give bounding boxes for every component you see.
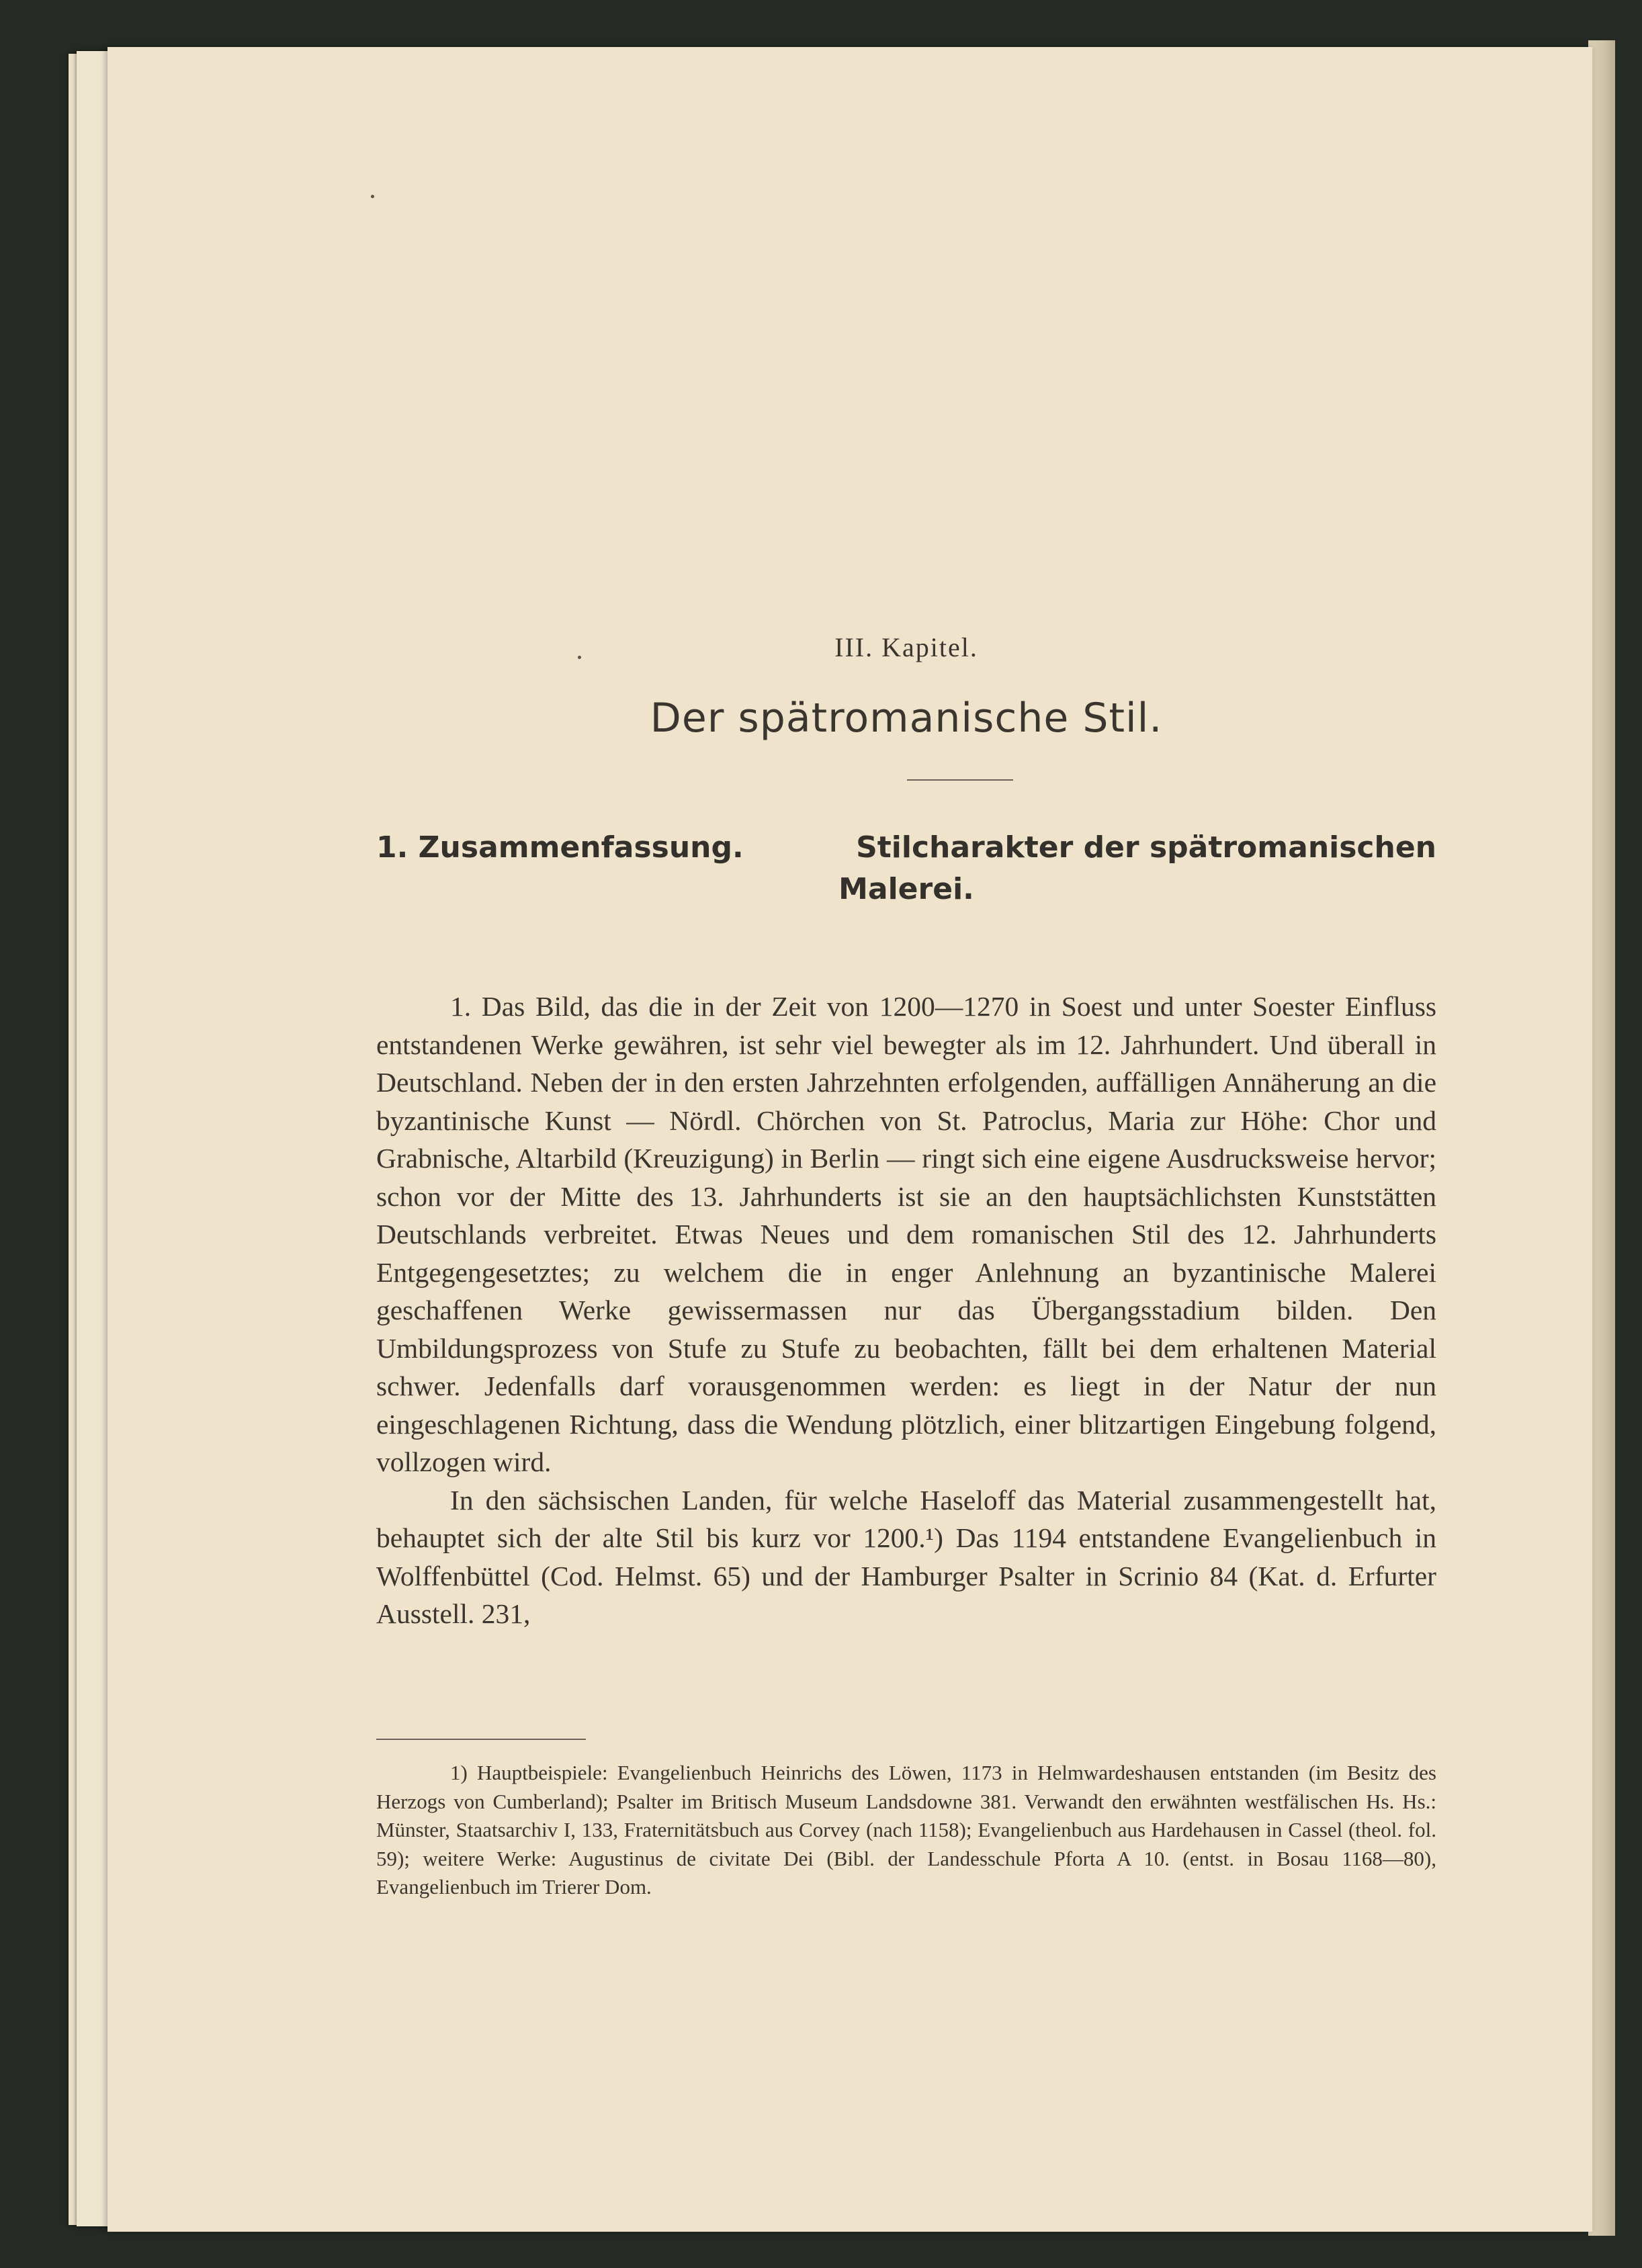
section-heading-part-a: 1. Zusammenfassung. [376,830,744,865]
page-right-edge [1588,40,1615,2236]
paragraph-1: 1. Das Bild, das die in der Zeit von 1200—1270 in Soest und unter Soester Einfluss entstandenen Werke gewähren, ist sehr viel bewegter als im 12. Jahrhundert. Und überall in Deutschland. Neben der in den ersten Jahrzehnten erfolgenden, auffälligen Annäherung an die byzantinische Kunst — Nördl. Chörchen von St. Patroclus, Maria zur Höhe: Chor und Grabnische, Altarbild (Kreuzigung) in Berlin — ringt sich eine eigene Ausdrucksweise hervor; schon vor der Mitte des 13. Jahrhunderts ist sie an den hauptsächlichsten Kunststätten Deutschlands verbreitet. Etwas Neues und dem romanischen Stil des 12. Jahrhunderts Entgegengesetztes; zu welchem die in enger Anlehnung an byzantinische Malerei geschaffenen Werke gewissermassen nur das Übergangsstadium bilden. Den Umbildungsprozess von Stufe zu Stufe zu beobachten, fällt bei dem erhaltenen Material schwer. Jedenfalls darf vorausgenommen werden: es liegt in der Natur der nun eingeschlagenen Richtung, dass die Wendung plötzlich, einer blitzartigen Eingebung folgend, vollzogen wird. [376,991,1436,1477]
footnote [376,1759,1436,1902]
footnote-divider [376,1739,586,1740]
paragraph-2: In den sächsischen Landen, für welche Haseloff das Material zusammengestellt hat, behauptet sich der alte Stil bis kurz vor 1200.¹) Das 1194 entstandene Evangelienbuch in Wolffenbüttel (Cod. Helmst. 65) und der Hamburger Psalter in Scrinio 84 (Kat. d. Erfurter Ausstell. 231, [376,1484,1436,1629]
chapter-number: III. Kapitel. [834,632,978,662]
section-heading-line2: Malerei. [838,872,974,906]
section-heading [376,830,1436,914]
footnote-text: 1) Hauptbeispiele: Evangelienbuch Heinrichs des Löwen, 1173 in Helmwardeshausen entstanden (im Besitz des Herzogs von Cumberland); Psalter im Britisch Museum Landsdowne 381. Verwandt den erwähnten westfälischen Hs. Hs.: Münster, Staatsarchiv I, 133, Fraternitätsbuch aus Corvey (nach 1158); Evangelienbuch aus Hardehausen in Cassel (theol. fol. 59); weitere Werke: Augustinus de civitate Dei (Bibl. der Landesschule Pforta A 10. (entst. in Bosau 1168—80), Evangelienbuch im Trierer Dom. [376,1761,1436,1899]
chapter-title: Der spätromanische Stil. [650,695,1163,742]
paper-speck [371,195,374,198]
section-heading-part-b: Stilcharakter der spätromanischen [856,830,1436,865]
page-sheet [107,47,1592,2232]
title-divider [907,779,1013,781]
body-text [376,988,1436,1633]
